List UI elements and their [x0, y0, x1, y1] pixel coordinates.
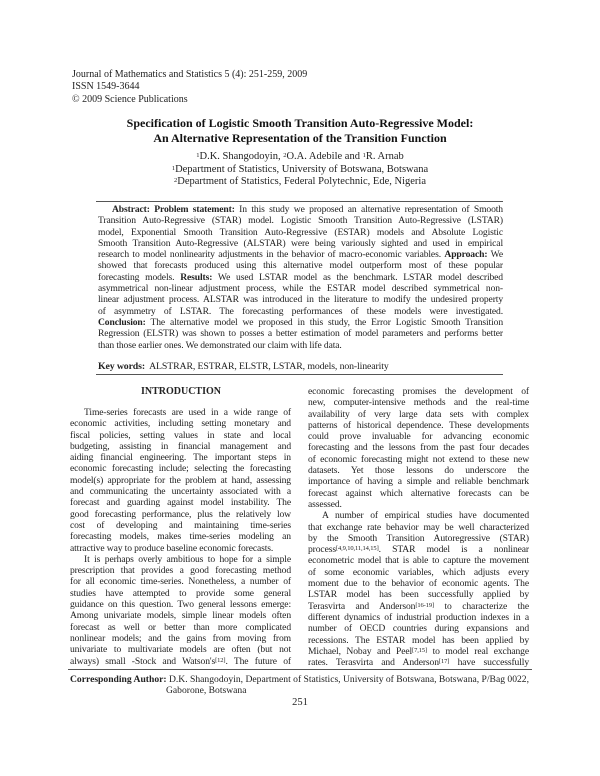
text-line: [70, 588, 291, 599]
text-line: [70, 610, 291, 621]
affil-marker: 2: [283, 152, 287, 159]
text-line: [98, 317, 503, 328]
text-run: A number of empirical studies have documented: [322, 510, 529, 522]
text-run: of asymmetry of LSTAR. The forecasting performances of these models were investigated.: [98, 305, 503, 317]
section-heading-introduction: INTRODUCTION: [140, 386, 221, 397]
text-run: We: [487, 249, 503, 261]
text-run: Smooth Transition Auto-Regressive (ALSTAR) were being variously sighted and used in empirical: [98, 237, 503, 249]
text-line: [70, 418, 291, 429]
journal-copyright: © 2009 Science Publications: [72, 93, 188, 105]
text-run: and communicating the uncertainty associated with a: [70, 486, 291, 498]
text-line: [70, 656, 291, 667]
bold-label: Conclusion:: [98, 316, 146, 328]
text-line: [308, 510, 529, 521]
text-run: budgeting, assisting in financial management and: [70, 440, 291, 452]
text-line: [70, 486, 291, 497]
text-line: [70, 633, 291, 644]
text-run: aiding financial engineering. The important steps in: [70, 452, 291, 464]
text-line: [308, 612, 529, 623]
text-line: [98, 204, 503, 215]
text-line: [70, 576, 291, 587]
text-line: [308, 442, 529, 453]
text-line: [70, 430, 291, 441]
affil-marker: 2: [174, 177, 178, 185]
text-run: rates. Terasvirta and Anderson: [308, 657, 439, 669]
affiliation-text: Department of Statistics, University of Botswana, Botswana: [175, 163, 429, 175]
text-run: importance of having a simple and reliable benchmark: [308, 476, 529, 488]
text-line: [308, 420, 529, 431]
text-run: patterns of historical dependence. These developments: [308, 419, 529, 431]
text-run: Michael, Nobay and Peel: [308, 645, 413, 657]
bold-label: Abstract: Problem statement:: [112, 204, 235, 215]
text-run: for all economic time-series. Nonetheless, a number of: [70, 576, 291, 588]
text-run: to characterize the: [434, 600, 529, 612]
text-line: [308, 522, 529, 533]
text-run: could prove invaluable for advancing economic: [308, 431, 529, 443]
text-run: studies have attempted to provide some general: [70, 587, 291, 599]
text-line: [308, 646, 529, 657]
text-line: [70, 531, 291, 542]
text-run: It is perhaps overly ambitious to hope for a simple: [84, 553, 291, 565]
citation: [12]: [215, 656, 226, 664]
text-line: [98, 238, 503, 249]
text-run: than those earlier ones. We demonstrated our claim with life data.: [98, 339, 342, 351]
text-line: [308, 533, 529, 544]
text-line: [308, 601, 529, 612]
text-line: [308, 657, 529, 668]
left-column: [70, 407, 291, 667]
text-line: [98, 227, 503, 238]
text-line: [70, 463, 291, 474]
text-line: [308, 409, 529, 420]
text-line: [308, 397, 529, 408]
keywords-bottom-rule: [96, 374, 503, 375]
text-run: model(s) appropriate for the problem at hand, assessing: [70, 474, 291, 486]
text-line: [70, 452, 291, 463]
text-run: forecasting models.: [98, 271, 181, 283]
text-line: [98, 294, 503, 305]
citation: [7,15]: [412, 646, 428, 654]
affil-marker: 1: [171, 164, 176, 172]
text-run: good forecasting performance, plus the relatively low: [70, 508, 291, 520]
text-run: prescription that provides a good forecasting method: [70, 565, 291, 577]
text-line: [70, 543, 291, 554]
text-run: availability of very large data sets with complex: [308, 408, 529, 420]
journal-issn: ISSN 1549-3644: [72, 81, 140, 93]
text-run: model, Exponential Smooth Transition Auto-Regressive (ESTAR) models and Absolute Logistic: [98, 226, 503, 238]
text-run: economic activities, including setting monetary and: [70, 418, 291, 430]
text-run: Time-series forecasts are used in a wide range of: [84, 407, 291, 418]
text-run: research to model nonlinearity adjustments in the behavior of macro-economic variables.: [98, 249, 445, 261]
text-line: [308, 431, 529, 442]
text-run: to model real exchange: [427, 645, 530, 657]
text-line: [308, 476, 529, 487]
text-run: attractive way to produce baseline economic forecasts.: [70, 542, 274, 554]
abstract: [98, 204, 503, 351]
text-line: [70, 441, 291, 452]
text-run: The alternative model we proposed in this study, the Error Logistic Smooth Transition: [145, 316, 503, 328]
text-run: univariate to multivariate models are often (but not: [70, 644, 291, 656]
bold-label: Approach:: [444, 249, 488, 261]
text-line: [98, 215, 503, 226]
text-line: [70, 599, 291, 610]
text-run: by the Smooth Transition Autoregressive (STAR): [308, 532, 529, 544]
text-run: forecast against which alternative forecasts can be: [308, 487, 529, 499]
paper-title: [0, 116, 600, 145]
text-line: [70, 407, 291, 418]
affiliation-1: [0, 164, 600, 177]
text-run: In this study we proposed an alternative representation of Smooth: [234, 204, 503, 215]
affil-marker: 1: [196, 152, 200, 159]
keywords-text: ALSTRAR, ESTRAR, ELSTR, LSTAR, models, non-linearity: [144, 361, 389, 372]
text-line: [98, 249, 503, 260]
text-run: nonlinear models; and the gains from moving from: [70, 632, 291, 644]
corresponding-author-note: [70, 674, 529, 697]
text-run: econometric model that is able to capture the movement: [308, 555, 529, 567]
corresponding-author-label: Corresponding Author:: [70, 674, 167, 685]
text-line: [70, 497, 291, 508]
keywords: [98, 361, 503, 372]
text-run: different dynamics of industrial production indexes in a: [308, 611, 529, 623]
text-line: [308, 589, 529, 600]
text-line: [308, 499, 529, 510]
text-run: of some economic variables, which adjusts every: [308, 566, 529, 578]
text-line: [308, 578, 529, 589]
text-run: forecast and guarding against model instability. The: [70, 497, 291, 509]
text-run: that exchange rate behavior may be well characterized: [308, 521, 529, 533]
citation: [4,9,10,11,14,15]: [335, 545, 379, 553]
corresponding-author-text: D.K. Shangodoyin, Department of Statistics, University of Botswana, Botswana, P/Bag 0022,: [168, 674, 529, 685]
text-line: [98, 283, 503, 294]
text-line: [308, 555, 529, 566]
text-run: always) small -Stock and Watson's: [70, 655, 216, 667]
author-name: D.K. Shangodoyin,: [199, 151, 284, 162]
text-run: . STAR model is a nonlinear: [378, 544, 529, 556]
text-line: [70, 475, 291, 486]
page-number: 251: [292, 697, 308, 708]
text-run: assessed.: [308, 498, 342, 510]
text-line: [70, 520, 291, 531]
text-run: recessions. The ESTAR model has been applied by: [308, 634, 529, 646]
text-run: process: [308, 544, 336, 556]
text-line: [70, 554, 291, 565]
affil-marker: 1: [362, 152, 366, 159]
text-run: . The future of: [225, 655, 291, 667]
footer-line-1: [70, 674, 529, 685]
text-run: economic forecasting promises the development of: [308, 386, 529, 397]
text-line: [308, 635, 529, 646]
text-line: [308, 488, 529, 499]
text-run: We used LSTAR model as the benchmark. LSTAR model described: [212, 271, 503, 283]
text-line: [98, 272, 503, 283]
title-line-2: An Alternative Representation of the Transition Function: [153, 130, 447, 145]
text-line: [98, 260, 503, 271]
text-line: [98, 306, 503, 317]
footer-line-2: Gaborone, Botswana: [166, 685, 247, 697]
text-run: Terasvirta and Anderson: [308, 600, 416, 612]
text-run: LSTAR model has been successfully applied by: [308, 589, 529, 601]
text-run: linear adjustment process. ALSTAR was introduced in the literature to modify the undesired property: [98, 294, 503, 306]
text-run: forecasting and the lessons from the past four decades: [308, 442, 529, 454]
title-line-1: Specification of Logistic Smooth Transition Auto-Regressive Model:: [126, 116, 474, 130]
text-run: showed that forecasts produced using this alternative model outperform most of these popular: [98, 260, 503, 272]
text-line: [98, 340, 503, 351]
author-list: [0, 151, 600, 164]
text-run: new, computer-intensive methods and the real-time: [308, 397, 529, 409]
text-run: forecast as well or better than more complicated: [70, 621, 291, 633]
journal-citation: Journal of Mathematics and Statistics 5 (4): 251-259, 2009: [72, 69, 308, 80]
text-line: [98, 328, 503, 339]
text-line: [308, 544, 529, 555]
text-line: [70, 509, 291, 520]
text-run: Transition Auto-Regressive (STAR) model. Logistic Smooth Transition Auto-Regressive (LSTAR): [98, 215, 503, 227]
text-run: guidance on this question. Two general lessons emerge:: [70, 599, 291, 611]
text-run: number of OECD countries during expansions and: [308, 623, 529, 635]
text-line: [70, 565, 291, 576]
authors-block: [0, 151, 600, 189]
right-column: [308, 386, 529, 668]
footer-rule: [68, 669, 532, 670]
text-run: cost of developing and maintaining time-series: [70, 519, 291, 531]
text-line: [308, 454, 529, 465]
text-run: Regression (ELSTR) was shown to posses a better estimation of model parameters and performs better: [98, 328, 503, 340]
citation: [16-19]: [415, 601, 434, 609]
author-name: R. Arnab: [365, 151, 404, 162]
text-run: have successfully: [449, 657, 529, 669]
citation: [17]: [438, 658, 450, 666]
text-run: asymmetrical non-linear adjustment process, while the ESTAR model described symmetrical non-: [98, 283, 503, 295]
text-run: fiscal policies, setting values in state and local: [70, 429, 291, 441]
text-run: Among univariate models, simple linear models often: [70, 610, 291, 622]
text-run: economic forecasting include; selecting the forecasting: [70, 463, 291, 475]
affiliation-text: Department of Statistics, Federal Polytechnic, Ede, Nigeria: [177, 176, 426, 188]
text-run: forecasting models, makes time-series modeling an: [70, 531, 291, 543]
text-line: [308, 465, 529, 476]
text-line: [70, 644, 291, 655]
journal-header: [72, 69, 307, 106]
text-line: [308, 567, 529, 578]
text-run: of economic forecasting might not extend to these new: [308, 453, 529, 465]
affiliation-2: [0, 176, 600, 189]
text-run: datasets. Yet those lessons do underscore the: [308, 465, 529, 477]
text-line: [308, 623, 529, 634]
text-line: [70, 622, 291, 633]
abstract-top-rule: [96, 201, 503, 202]
author-name: O.A. Adebile and: [286, 151, 363, 162]
text-run: moment due to the behavior of economic agents. The: [308, 578, 529, 590]
text-line: [308, 386, 529, 397]
bold-label: Results:: [180, 271, 213, 283]
keywords-label: Key words:: [98, 361, 145, 372]
